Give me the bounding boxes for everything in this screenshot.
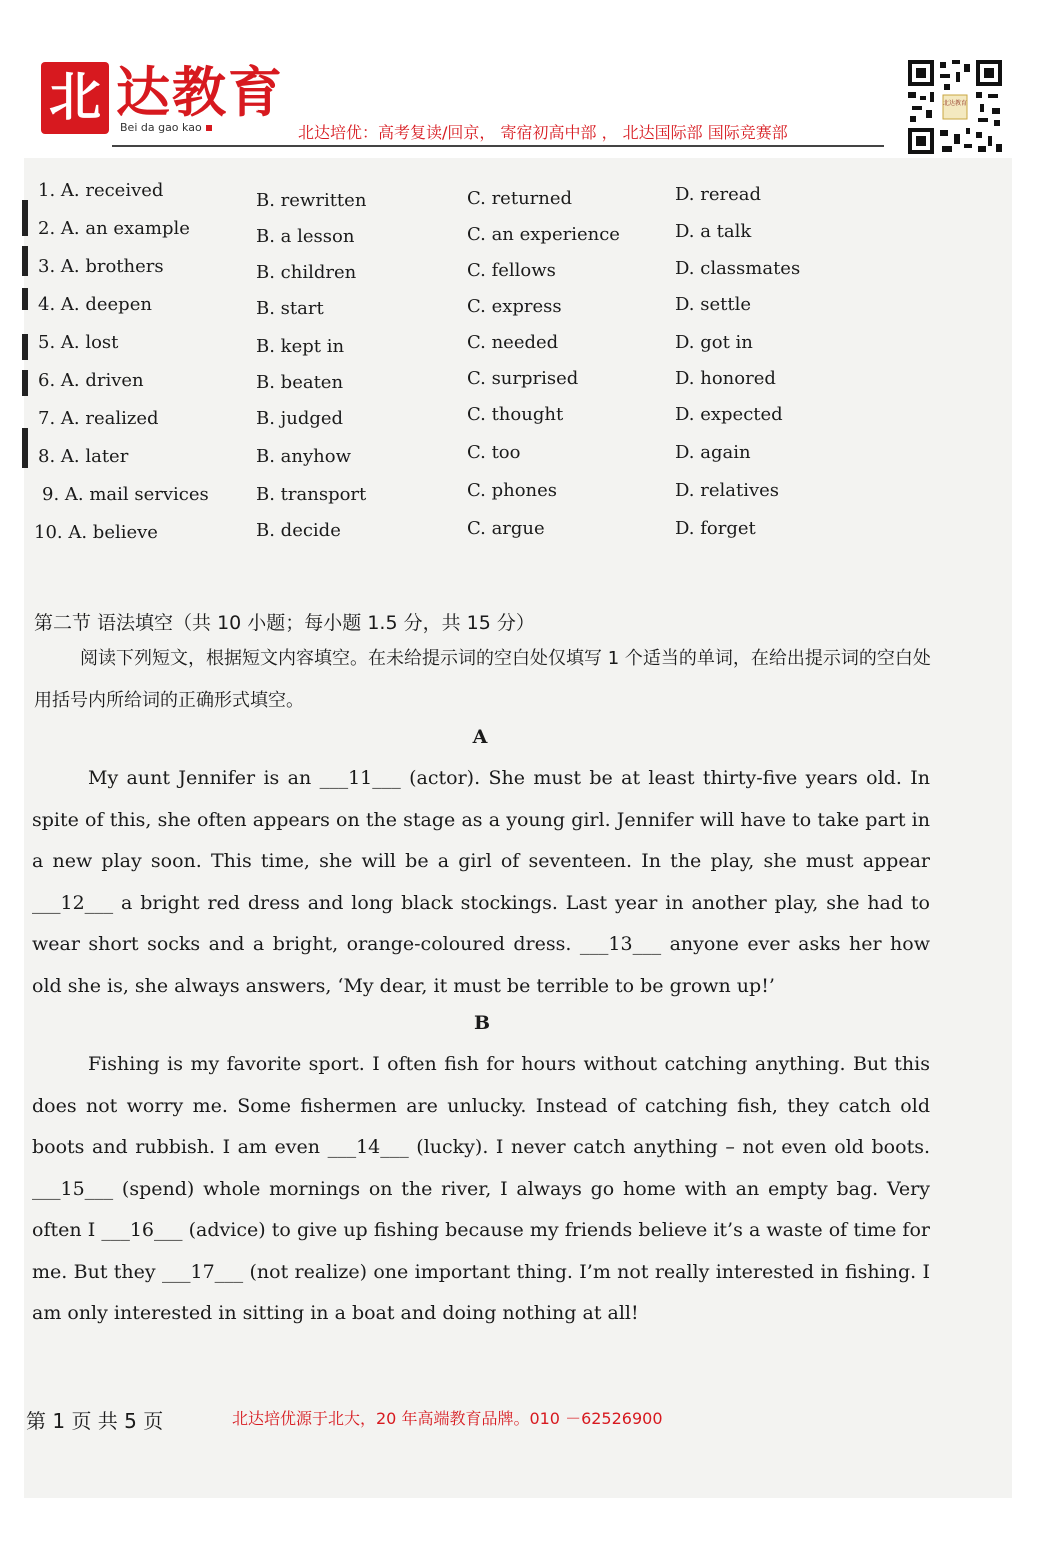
- option-d: D. settle: [675, 294, 751, 315]
- option-c: C. needed: [467, 332, 559, 353]
- logo-pinyin: Bei da gao kao: [120, 121, 212, 134]
- option-b: B. a lesson: [256, 226, 355, 247]
- option-c: C. thought: [467, 404, 564, 425]
- question-row: [0, 180, 1039, 210]
- option-d: D. reread: [675, 184, 762, 205]
- option-a: 8. A. later: [38, 446, 129, 467]
- option-a: 3. A. brothers: [38, 256, 164, 277]
- option-d: D. expected: [675, 404, 783, 425]
- option-a: 6. A. driven: [38, 370, 144, 391]
- passage-a-label: A: [472, 726, 488, 748]
- question-row: [0, 256, 1039, 286]
- option-c: C. too: [467, 442, 521, 463]
- option-a: 9. A. mail services: [42, 484, 209, 505]
- logo-mark: 北: [41, 62, 109, 134]
- option-a: 2. A. an example: [38, 218, 190, 239]
- passage-b-label: B: [473, 1012, 491, 1034]
- question-row: [0, 518, 1039, 552]
- option-d: D. forget: [675, 518, 756, 539]
- question-row: [0, 294, 1039, 324]
- option-b: B. start: [256, 298, 324, 319]
- option-b: B. children: [256, 262, 357, 283]
- option-d: D. classmates: [675, 258, 801, 279]
- footer-tagline: 北达培优源于北大，20 年高端教育品牌。010 －62526900: [232, 1409, 663, 1428]
- option-a: 7. A. realized: [38, 408, 159, 429]
- option-d: D. got in: [675, 332, 753, 353]
- section-title: 第二节 语法填空（共 10 小题；每小题 1.5 分，共 15 分）: [34, 612, 535, 634]
- option-c: C. phones: [467, 480, 558, 501]
- logo-name: 达教育: [116, 60, 284, 124]
- option-d: D. a talk: [675, 221, 752, 242]
- option-b: B. decide: [256, 520, 341, 541]
- question-row: [0, 442, 1039, 476]
- option-c: C. surprised: [467, 368, 579, 389]
- option-b: B. judged: [256, 408, 344, 429]
- passage-a-text: My aunt Jennifer is an ___11___ (actor). She must be at least thirty-five years old. In spite of this, she often appears on the stage as a young girl. Jennifer will have to take part in a new play soon. This time, she will be a girl of seventeen. In the play, she must appear ___12___ a bright red dress and long black stockings. Last year in another play, she had to wear short socks and a bright, orange-coloured dress. ___13___ anyone ever asks her how old she is, she always answers, ‘My dear, it must be terrible to be grown up!’: [32, 767, 930, 997]
- header-tagline: 北达培优：高考复读/回京， 寄宿初高中部 ， 北达国际部 国际竞赛部: [298, 123, 788, 142]
- question-row: [0, 404, 1039, 438]
- option-d: D. relatives: [675, 480, 780, 501]
- qr-badge-text: 北达教育: [942, 100, 968, 107]
- option-a: 10. A. believe: [34, 522, 158, 543]
- option-c: C. express: [467, 296, 562, 317]
- section-instruction: 阅读下列短文，根据短文内容填空。在未给提示词的空白处仅填写 1 个适当的单词，在给出提示词的空白处用括号内所给词的正确形式填空。: [34, 648, 931, 711]
- option-c: C. returned: [467, 188, 573, 209]
- question-row: [0, 332, 1039, 362]
- passage-b-text: Fishing is my favorite sport. I often fish for hours without catching anything. But this does not worry me. Some fishermen are unlucky. Instead of catching fish, they catch old boots and rubbish. I am even ___14___ (lucky). I never catch anything – not even old boots. ___15___ (spend) whole mornings on the river, I always go home with an empty bag. Very often I ___16___ (advice) to give up fishing because my friends believe it’s a waste of time for me. But they ___17___ (not realize) one important thing. I’m not really interested in fishing. I am only interested in sitting in a boat and doing nothing at all!: [32, 1053, 930, 1324]
- question-row: [0, 370, 1039, 400]
- header-divider: [112, 145, 884, 147]
- option-a: 4. A. deepen: [38, 294, 152, 315]
- option-c: C. an experience: [467, 224, 620, 245]
- option-a: 1. A. received: [38, 180, 164, 201]
- option-d: D. honored: [675, 368, 776, 389]
- qr-code-icon: [906, 58, 1004, 156]
- option-d: D. again: [675, 442, 751, 463]
- option-c: C. argue: [467, 518, 545, 539]
- option-b: B. transport: [256, 484, 367, 505]
- option-a: 5. A. lost: [38, 332, 119, 353]
- option-b: B. kept in: [256, 336, 345, 357]
- page-number: 第 1 页 共 5 页: [26, 1409, 164, 1433]
- question-row: [0, 480, 1039, 514]
- option-b: B. anyhow: [256, 446, 352, 467]
- question-row: [0, 218, 1039, 248]
- option-b: B. beaten: [256, 372, 344, 393]
- option-c: C. fellows: [467, 260, 556, 281]
- option-b: B. rewritten: [256, 190, 367, 211]
